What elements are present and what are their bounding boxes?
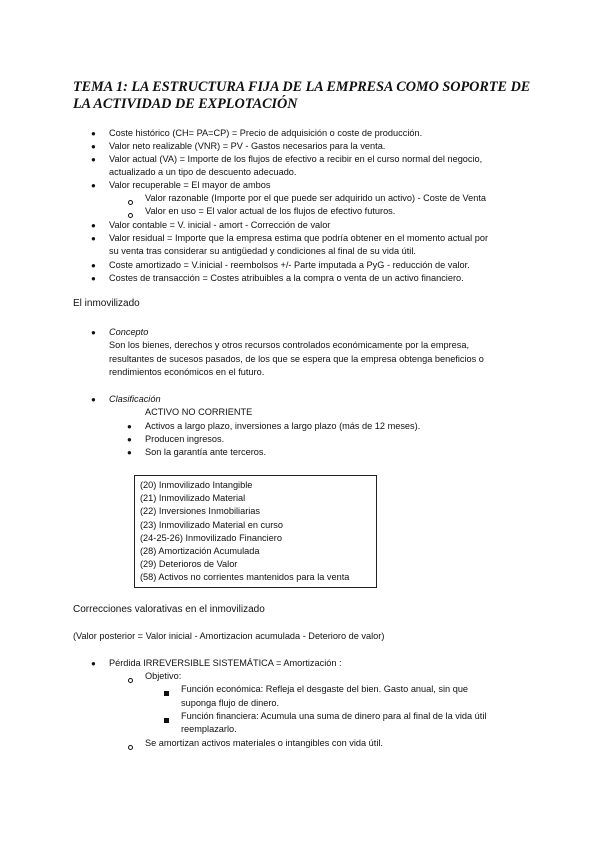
activo-item: Activos a largo plazo, inversiones a largo plazo (más de 12 meses). (145, 421, 421, 431)
bullet-icon: ● (91, 395, 96, 404)
perdida-item: Pérdida IRREVERSIBLE SISTEMÁTICA = Amortización : (109, 658, 342, 668)
list-item: Costes de transacción = Costes atribuibles a la compra o venta de un activo financiero. (109, 273, 464, 283)
funcion-economica-item: Función económica: Refleja el desgaste del bien. Gasto anual, sin que (181, 684, 469, 694)
activo-item: Producen ingresos. (145, 434, 225, 444)
account-item: (28) Amortización Acumulada (140, 546, 260, 557)
activo-item: Son la garantía ante terceros. (145, 447, 267, 457)
square-bullet-icon (164, 714, 169, 727)
sub-list-item: Valor razonable (Importe por el que puede ser adquirido un activo) - Coste de Venta (145, 193, 486, 203)
concepto-text-line: resultantes de sucesos pasados, de los que se espera que la empresa obtenga beneficios o (109, 354, 484, 364)
bullet-icon: ● (127, 422, 132, 431)
list-item-continuation: su venta tras considerar su antigüedad y condiciones al final de su vida útil. (109, 246, 416, 256)
activo-no-corriente-label: ACTIVO NO CORRIENTE (145, 407, 253, 417)
concepto-text-line: Son los bienes, derechos y otros recursos controlados económicamente por la empresa, (109, 340, 470, 350)
circle-bullet-icon (128, 196, 133, 209)
account-item: (24-25-26) Inmovilizado Financiero (140, 532, 282, 543)
account-item: (29) Deterioros de Valor (140, 559, 238, 570)
funcion-economica-continuation: suponga flujo de dinero. (181, 698, 280, 708)
bullet-icon: ● (127, 435, 132, 444)
sub-list-item: Valor en uso = El valor actual de los flujos de efectivo futuros. (145, 206, 396, 216)
formula-text: (Valor posterior = Valor inicial - Amortizacion acumulada - Deterioro de valor) (73, 631, 385, 641)
concepto-label: Concepto (109, 327, 149, 337)
accounts-box (134, 475, 377, 588)
list-item: Valor actual (VA) = Importe de los flujos de efectivo a recibir en el curso normal del negocio, (109, 154, 483, 164)
account-item: (22) Inversiones Inmobiliarias (140, 506, 260, 517)
bullet-icon: ● (91, 155, 96, 164)
account-item: (58) Activos no corrientes mantenidos para la venta (140, 572, 350, 583)
account-item: (20) Inmovilizado Intangible (140, 480, 253, 490)
list-item: Valor recuperable = El mayor de ambos (109, 180, 271, 190)
funcion-financiera-continuation: reemplazarlo. (181, 724, 237, 734)
bullet-icon: ● (91, 234, 96, 243)
bullet-icon: ● (91, 181, 96, 190)
square-bullet-icon (164, 687, 169, 700)
list-item-continuation: actualizado a un tipo de descuento adecuado. (109, 167, 297, 177)
objetivo-item: Objetivo: (145, 671, 182, 681)
list-item: Valor neto realizable (VNR) = PV - Gastos necesarios para la venta. (109, 141, 386, 151)
se-amortizan-item: Se amortizan activos materiales o intangibles con vida útil. (145, 738, 383, 748)
list-item: Coste histórico (CH= PA=CP) = Precio de adquisición o coste de producción. (109, 128, 423, 138)
bullet-icon: ● (91, 261, 96, 270)
page-title: TEMA 1: LA ESTRUCTURA FIJA DE LA EMPRESA COMO SOPORTE DE LA ACTIVIDAD DE EXPLOTACIÓN (73, 79, 531, 112)
bullet-icon: ● (127, 448, 132, 457)
list-item: Valor residual = Importe que la empresa estima que podría obtener en el momento actual por (109, 233, 489, 243)
bullet-icon: ● (91, 221, 96, 230)
section-heading-correcciones: Correcciones valorativas en el inmovilizado (73, 604, 265, 615)
list-item: Coste amortizado = V.inicial - reembolsos +/- Parte imputada a PyG - reducción de valor. (109, 260, 470, 270)
circle-bullet-icon (128, 741, 133, 754)
bullet-icon: ● (91, 129, 96, 138)
bullet-icon: ● (91, 274, 96, 283)
circle-bullet-icon (128, 674, 133, 687)
account-item: (21) Inmovilizado Material (140, 493, 246, 504)
list-item: Valor contable = V. inicial - amort - Corrección de valor (109, 220, 331, 230)
clasificacion-label: Clasificación (109, 394, 161, 404)
funcion-financiera-item: Función financiera: Acumula una suma de dinero para al final de la vida útil (181, 711, 487, 721)
bullet-icon: ● (91, 328, 96, 337)
account-item: (23) Inmovilizado Material en curso (140, 519, 283, 530)
concepto-text-line: rendimientos económicos en el futuro. (109, 367, 265, 377)
section-heading-inmovilizado: El inmovilizado (73, 298, 140, 309)
bullet-icon: ● (91, 659, 96, 668)
bullet-icon: ● (91, 142, 96, 151)
